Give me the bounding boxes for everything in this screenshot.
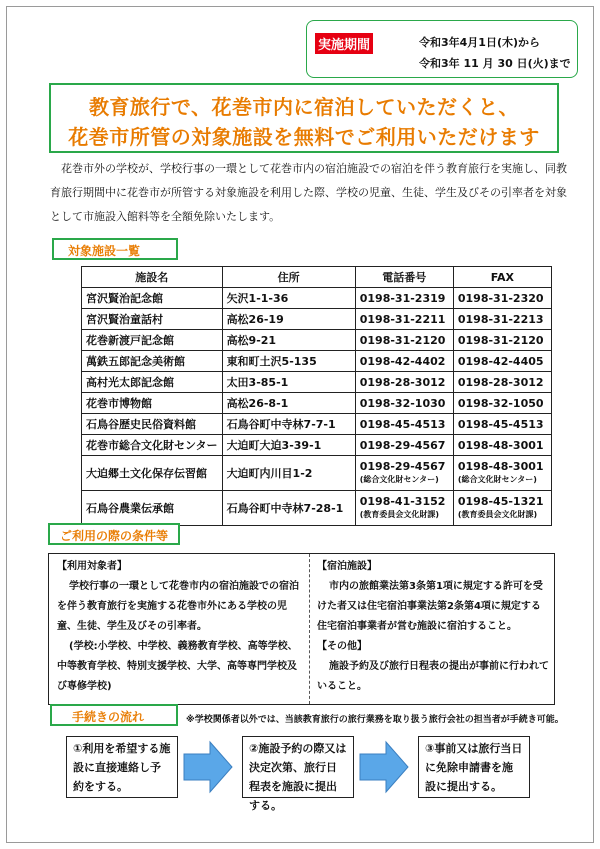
facility-tel: 0198-28-3012 <box>355 372 453 393</box>
facility-tel: 0198-31-2319 <box>355 288 453 309</box>
facility-tel-value: 0198-29-4567 <box>359 460 446 473</box>
table-row <box>82 309 552 330</box>
facility-name: 石鳥谷農業伝承館 <box>82 491 223 526</box>
conditions-heading: ご利用の際の条件等 <box>48 523 180 545</box>
facility-name: 石鳥谷歴史民俗資料館 <box>82 414 223 435</box>
facility-name: 宮沢賢治童話村 <box>82 309 223 330</box>
facilities-heading: 対象施設一覧 <box>52 238 178 260</box>
procedure-heading: 手続きの流れ <box>50 704 178 726</box>
facility-address: 高松26-19 <box>222 309 355 330</box>
period-start: 令和3年4月1日(木)から <box>419 36 541 49</box>
lodging-title: 【宿泊施設】 <box>317 561 377 572</box>
facilities-table <box>81 266 552 526</box>
col-header-name: 施設名 <box>82 267 223 288</box>
facility-address: 矢沢1-1-36 <box>222 288 355 309</box>
facility-fax: 0198-42-4405 <box>453 351 551 372</box>
facility-tel <box>355 456 453 491</box>
col-header-fax: FAX <box>453 267 551 288</box>
period-label: 実施期間 <box>315 33 373 54</box>
intro-text: 花巻市外の学校が、学校行事の一環として花巻市内の宿泊施設での宿泊を伴う教育旅行を実施し、同教育旅行期間中に花巻市が所管する対象施設を利用した際、学校の児童、生徒、学生及びその引率者を対象として市施設入館料等を全額免除いたします。 <box>50 162 567 223</box>
table-row <box>82 414 552 435</box>
facility-tel-note: (総合文化財センター) <box>359 475 439 484</box>
facility-name: 宮沢賢治記念館 <box>82 288 223 309</box>
headline-line1: 教育旅行で、花巻市内に宿泊していただくと、 <box>88 95 520 119</box>
facility-fax-note: (教育委員会文化財課) <box>457 510 538 519</box>
headline-box <box>49 83 559 153</box>
facility-tel: 0198-42-4402 <box>355 351 453 372</box>
table-row <box>82 351 552 372</box>
table-row <box>82 435 552 456</box>
facility-fax-note: (総合文化財センター) <box>457 475 537 484</box>
facility-tel-note: (教育委員会文化財課) <box>359 510 440 519</box>
facility-address: 東和町土沢5-135 <box>222 351 355 372</box>
facility-name: 萬鉄五郎記念美術館 <box>82 351 223 372</box>
facility-name: 花巻市総合文化財センター <box>82 435 223 456</box>
facility-address: 石鳥谷町中寺林7-7-1 <box>222 414 355 435</box>
facility-address: 太田3-85-1 <box>222 372 355 393</box>
facility-name: 大迫郷土文化保存伝習館 <box>82 456 223 491</box>
facility-fax: 0198-32-1050 <box>453 393 551 414</box>
step-1: ①利用を希望する施設に直接連絡し予約をする。 <box>66 736 178 798</box>
facility-address: 高松26-8-1 <box>222 393 355 414</box>
facility-fax: 0198-28-3012 <box>453 372 551 393</box>
facility-name: 花巻新渡戸記念館 <box>82 330 223 351</box>
table-row <box>82 393 552 414</box>
facility-tel: 0198-32-1030 <box>355 393 453 414</box>
facility-tel: 0198-45-4513 <box>355 414 453 435</box>
facility-tel: 0198-31-2120 <box>355 330 453 351</box>
conditions-divider <box>309 554 310 704</box>
facility-fax <box>453 491 551 526</box>
table-row <box>82 491 552 526</box>
arrow-right-icon <box>356 740 412 794</box>
facility-tel-value: 0198-41-3152 <box>359 495 446 508</box>
table-row <box>82 456 552 491</box>
facility-fax: 0198-48-3001 <box>453 435 551 456</box>
facility-fax: 0198-31-2213 <box>453 309 551 330</box>
other-title: 【その他】 <box>317 641 367 652</box>
arrow-right-icon <box>180 740 236 794</box>
users-note: (学校:小学校、中学校、義務教育学校、高等学校、中等教育学校、特別支援学校、大学、高等専門学校及び専修学校) <box>57 641 298 692</box>
facility-fax: 0198-45-4513 <box>453 414 551 435</box>
lodging-section <box>317 557 549 697</box>
facility-fax: 0198-31-2320 <box>453 288 551 309</box>
facility-tel: 0198-29-4567 <box>355 435 453 456</box>
facility-address: 大迫町大迫3-39-1 <box>222 435 355 456</box>
users-body: 学校行事の一環として花巻市内の宿泊施設での宿泊を伴う教育旅行を実施する花巻市外にある学校の児童、生徒、学生及びその引率者。 <box>57 581 299 632</box>
facility-name: 花巻市博物館 <box>82 393 223 414</box>
facility-name: 高村光太郎記念館 <box>82 372 223 393</box>
facility-tel <box>355 491 453 526</box>
col-header-tel: 電話番号 <box>355 267 453 288</box>
facility-address: 大迫町内川目1-2 <box>222 456 355 491</box>
table-row <box>82 288 552 309</box>
facility-fax: 0198-31-2120 <box>453 330 551 351</box>
headline-line2: 花巻市所管の対象施設を無料でご利用いただけます <box>68 125 540 149</box>
facility-fax <box>453 456 551 491</box>
period-box <box>306 20 578 78</box>
users-title: 【利用対象者】 <box>57 561 127 572</box>
col-header-address: 住所 <box>222 267 355 288</box>
table-header-row <box>82 267 552 288</box>
facility-tel: 0198-31-2211 <box>355 309 453 330</box>
step-3: ③事前又は旅行当日に免除申請書を施設に提出する。 <box>418 736 530 798</box>
step-2: ②施設予約の際又は決定次第、旅行日程表を施設に提出する。 <box>242 736 354 798</box>
facility-fax-value: 0198-45-1321 <box>457 495 544 508</box>
conditions-box <box>48 553 555 705</box>
facility-address: 石鳥谷町中寺林7-28-1 <box>222 491 355 526</box>
period-end: 令和3年 11 月 30 日(火)まで <box>419 57 571 70</box>
table-row <box>82 372 552 393</box>
facility-fax-value: 0198-48-3001 <box>457 460 544 473</box>
procedure-note: ※学校関係者以外では、当該教育旅行の旅行業務を取り扱う旅行会社の担当者が手続き可能。 <box>186 715 564 725</box>
other-body: 施設予約及び旅行日程表の提出が事前に行われていること。 <box>317 661 549 692</box>
facility-address: 高松9-21 <box>222 330 355 351</box>
lodging-body: 市内の旅館業法第3条第1項に規定する許可を受けた者又は住宅宿泊事業法第2条第4項に規定する住宅宿泊事業者が営む施設に宿泊すること。 <box>317 581 543 632</box>
users-section <box>57 557 301 697</box>
table-row <box>82 330 552 351</box>
